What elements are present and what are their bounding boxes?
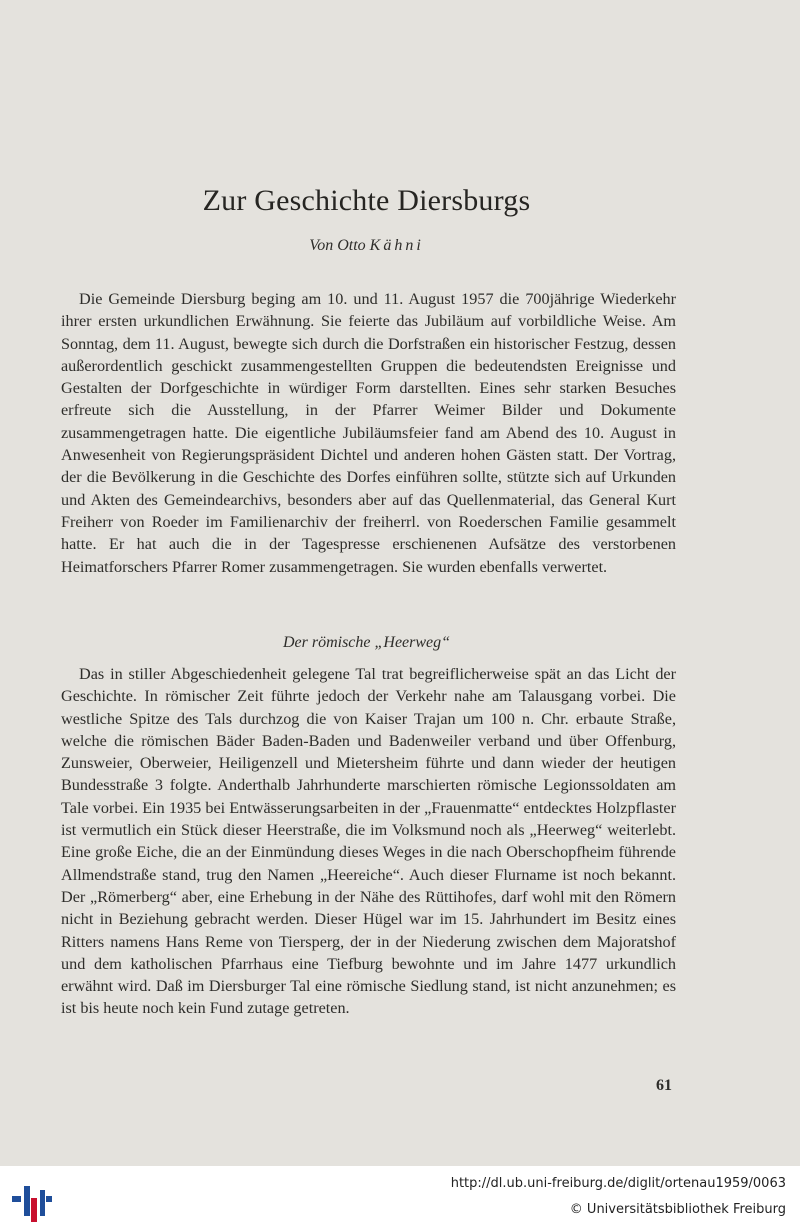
ub-freiburg-logo-icon — [12, 1178, 52, 1222]
viewer-footer — [0, 1166, 800, 1226]
author-name: Kähni — [369, 237, 424, 254]
section-heading: Der römische „Heerweg“ — [282, 634, 451, 651]
source-url-link[interactable]: http://dl.ub.uni-freiburg.de/diglit/ortenau1959/0063 — [450, 1176, 786, 1191]
paragraph-heerweg: Das in stiller Abgeschiedenheit gelegene Tal trat begreiflicherweise spät an das Licht der Geschichte. In römischer Zeit führte jedoch der Verkehr nahe am Talausgang vorbei. Die westliche Spitze des Tals durchzog die von Kaiser Trajan um 100 n. Chr. erbaute Straße, welche die römischen Bäder Baden-Baden und Badenweiler verband und über Offenburg, Zunsweier, Oberweier, Heiligenzell und Mietersheim führte und dann wieder der heutigen Bundesstraße 3 folgte. Anderthalb Jahrhunderte marschierten römische Legionssoldaten am Tale vorbei. Ein 1935 bei Entwässerungsarbeiten in der „Frauenmatte“ entdecktes Holzpflaster ist vermutlich ein Stück dieser Heerstraße, die im Volksmund noch als „Heerweg“ weiterlebt. Eine große Eiche, die an der Einmündung dieses Weges in die nach Oberschopfheim führende Allmendstraße stand, trug den Namen „Heereiche“. Auch dieser Flurname ist noch bekannt. Der „Römerberg“ aber, eine Erhebung in der Nähe des Rüttihofes, darf wohl mit den Römern nicht in Beziehung gebracht werden. Dieser Hügel war im 15. Jahrhundert im Besitz eines Ritters namens Hans Reme von Tiersperg, der in der Niederung zwischen dem Majoratshof und dem katholischen Pfarrhaus eine Tiefburg bewohnte und im Jahre 1477 urkundlich erwähnt wird. Daß im Diersburger Tal eine römische Siedlung stand, ist nicht anzunehmen; es ist bis heute noch kein Fund zutage getreten. — [61, 665, 676, 1018]
author-prefix: Von Otto — [309, 237, 370, 254]
copyright-notice: © Universitätsbibliothek Freiburg — [569, 1202, 786, 1217]
author-line — [0, 237, 733, 255]
page-number: 61 — [656, 1077, 672, 1094]
paragraph-intro: Die Gemeinde Diersburg beging am 10. und 11. August 1957 die 700jährige Wiederkehr ihrer ersten urkundlichen Erwähnung. Sie feierte das Jubiläum auf vorbildliche Weise. Am Sonntag, dem 11. August, bewegte sich durch die Dorfstraßen ein historischer Festzug, dessen außerordentlich geschickt zusammengestellten Gruppen die bedeutendsten Ereignisse und Gestalten der Dorfgeschichte in würdiger Form darstellten. Eines sehr starken Besuches erfreute sich die Ausstellung, in der Pfarrer Weimer Bilder und Dokumente zusammengetragen hatte. Die eigentliche Jubiläumsfeier fand am Abend des 10. August in Anwesenheit von Regierungspräsident Dichtel und anderen hohen Gästen statt. Der Vortrag, der die Bevölkerung in die Geschichte des Dorfes einführen sollte, stützte sich auf Urkunden und Akten des Gemeindearchivs, besonders aber auf das Quellenmaterial, das General Kurt Freiherr von Roeder im Familienarchiv der freiherrl. von Roederschen Familie gesammelt hatte. Er hat auch die in der Tagespresse erschienenen Aufsätze des verstorbenen Heimatforschers Pfarrer Romer zusammengetragen. Sie wurden ebenfalls verwertet. — [61, 290, 676, 576]
page-title: Zur Geschichte Diersburgs — [202, 184, 531, 217]
